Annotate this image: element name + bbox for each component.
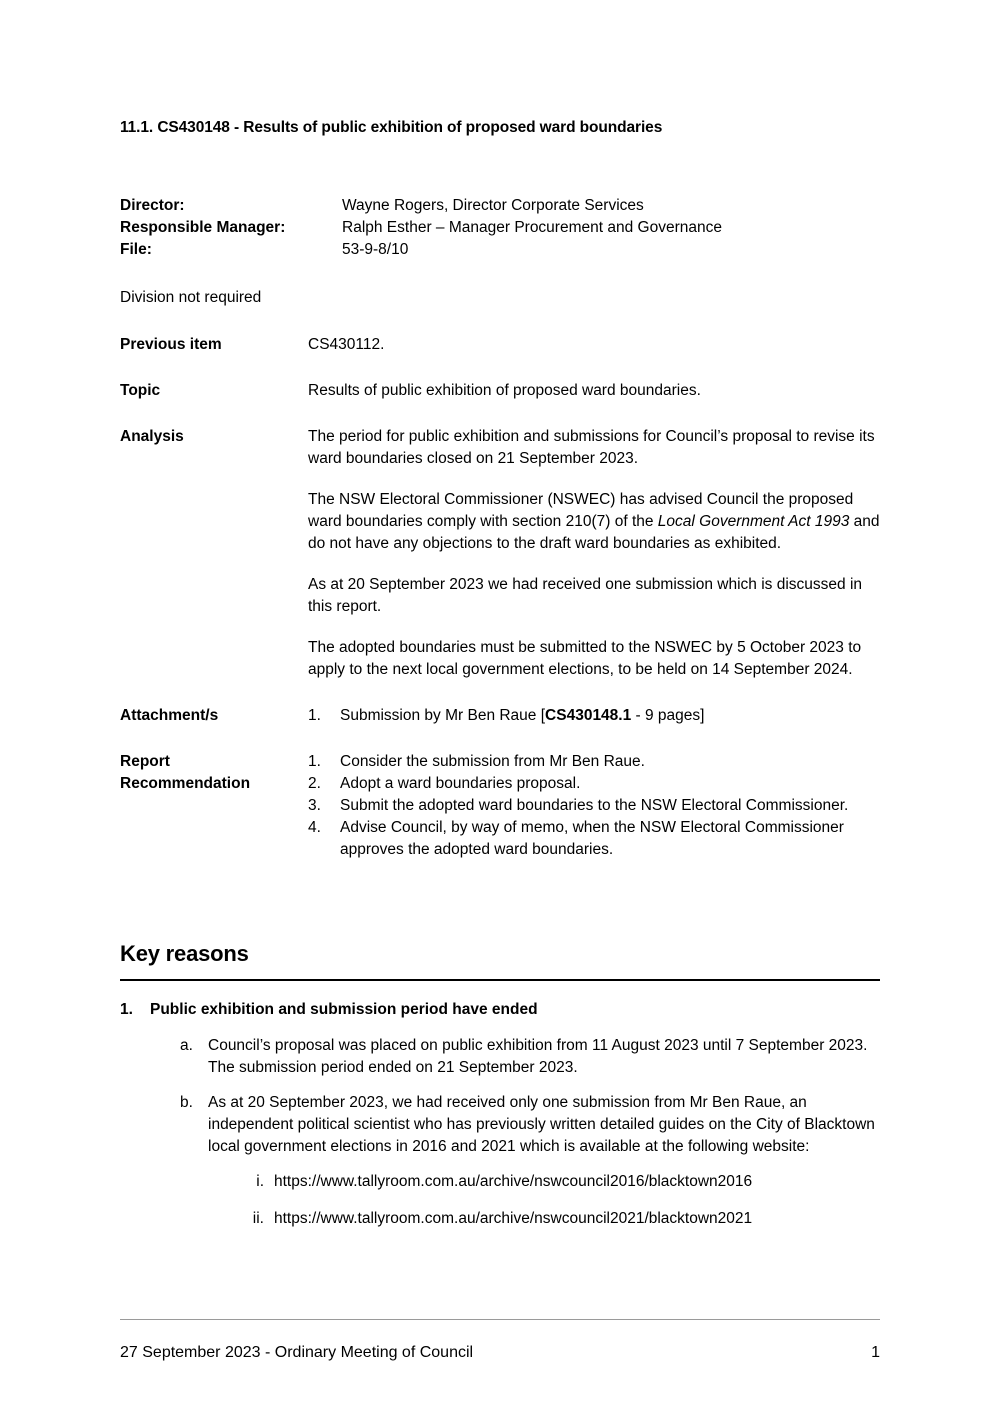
reference-link-list [208, 1171, 880, 1230]
field-label-topic: Topic [120, 382, 161, 400]
attachment-text-before: Submission by Mr Ben Raue [ [340, 707, 546, 725]
footer-row [120, 1344, 880, 1362]
analysis-paragraph-4: The adopted boundaries must be submitted to the NSWEC by 5 October 2023 to apply to the next local government elections, to be held on 14 September 2024. [308, 639, 862, 679]
list-item [308, 795, 880, 817]
meta-row-file [120, 239, 880, 261]
field-label-report-recommendation [120, 751, 308, 861]
field-label-analysis: Analysis [120, 428, 184, 446]
analysis-paragraph-2 [308, 489, 880, 555]
field-row-topic [120, 380, 880, 402]
meta-row-director [120, 195, 880, 217]
analysis-paragraph-3: As at 20 September 2023 we had received one submission which is discussed in this report. [308, 576, 863, 616]
page-footer [120, 1319, 880, 1362]
page-title: 11.1. CS430148 - Results of public exhibition of proposed ward boundaries [120, 119, 663, 136]
field-label-attachments: Attachment/s [120, 707, 219, 725]
field-value-attachments [308, 705, 880, 727]
analysis-p2-act-citation: Local Government Act 1993 [657, 513, 850, 531]
sub-item-text: As at 20 September 2023, we had received only one submission from Mr Ben Raue, an independent political scientist who has previously written detailed guides on the City of Blacktown local government elections in 2016 and 2021 which is available at the following website: [208, 1094, 875, 1156]
list-item [308, 817, 880, 861]
footer-meeting-label: 27 September 2023 - Ordinary Meeting of Council [120, 1344, 474, 1361]
field-value-report-recommendation [308, 751, 880, 861]
recommendation-text: Adopt a ward boundaries proposal. [340, 775, 581, 793]
field-value-previous-item: CS430112. [308, 336, 385, 354]
list-marker: 1. [308, 707, 321, 725]
reference-url[interactable]: https://www.tallyroom.com.au/archive/nswcouncil2016/blacktown2016 [274, 1173, 753, 1191]
key-reason-sublist [150, 1035, 880, 1230]
key-reasons-list [120, 999, 880, 1230]
meta-value-responsible-manager: Ralph Esther – Manager Procurement and Governance [342, 219, 722, 237]
list-marker: b. [180, 1094, 193, 1112]
meta-block [120, 195, 880, 261]
footer-page-number: 1 [871, 1344, 880, 1361]
list-marker: 4. [308, 819, 321, 837]
field-row-previous-item [120, 334, 880, 356]
field-value-analysis [308, 426, 880, 681]
meta-value-file: 53-9-8/10 [342, 241, 409, 259]
recommendation-text: Advise Council, by way of memo, when the NSW Electoral Commissioner approves the adopted ward boundaries. [340, 819, 844, 859]
list-marker: 3. [308, 797, 321, 815]
meta-label-director: Director: [120, 197, 185, 215]
list-item [244, 1171, 880, 1193]
field-row-analysis [120, 426, 880, 681]
field-row-report-recommendation [120, 751, 880, 861]
list-marker: 1. [120, 1001, 133, 1019]
list-marker: i. [256, 1173, 264, 1191]
analysis-paragraph-1: The period for public exhibition and submissions for Council’s proposal to revise its ward boundaries closed on 21 September 2023. [308, 428, 875, 468]
page-content [120, 118, 880, 1243]
key-reasons-section [120, 941, 880, 1230]
recommendation-text: Consider the submission from Mr Ben Raue. [340, 753, 645, 771]
list-item [180, 1092, 880, 1230]
analysis-p2-text-before: The NSW Electoral Commissioner (NSWEC) has advised Council the proposed ward boundaries comply with section 210(7) of the [308, 491, 854, 531]
list-marker: 1. [308, 753, 321, 771]
footer-divider [120, 1319, 880, 1320]
key-reason-item-1 [120, 999, 880, 1230]
list-item [180, 1035, 880, 1079]
field-list [120, 334, 880, 861]
list-item [308, 773, 880, 795]
attachment-list [308, 705, 880, 727]
field-value-topic: Results of public exhibition of proposed ward boundaries. [308, 382, 701, 400]
key-reason-title: Public exhibition and submission period have ended [150, 1001, 538, 1019]
meta-label-file: File: [120, 241, 152, 259]
field-label-line-2: Recommendation [120, 775, 251, 793]
meta-label-responsible-manager: Responsible Manager: [120, 219, 286, 237]
section-heading-key-reasons: Key reasons [120, 941, 249, 967]
list-item [308, 705, 880, 727]
division-note: Division not required [120, 289, 262, 307]
section-divider [120, 979, 880, 981]
analysis-p2-text-after: and do not have any objections to the draft ward boundaries as exhibited. [308, 513, 880, 553]
field-row-attachments [120, 705, 880, 727]
meta-value-director: Wayne Rogers, Director Corporate Services [342, 197, 644, 215]
list-item [308, 751, 880, 773]
recommendation-text: Submit the adopted ward boundaries to the NSW Electoral Commissioner. [340, 797, 849, 815]
reference-url[interactable]: https://www.tallyroom.com.au/archive/nswcouncil2021/blacktown2021 [274, 1210, 753, 1228]
recommendation-list [308, 751, 880, 861]
list-marker: a. [180, 1037, 193, 1055]
meta-row-responsible-manager [120, 217, 880, 239]
field-label-previous-item: Previous item [120, 336, 222, 354]
attachment-reference-code: CS430148.1 [545, 707, 632, 725]
list-marker: 2. [308, 775, 321, 793]
list-marker: ii. [252, 1210, 264, 1228]
sub-item-text: Council’s proposal was placed on public exhibition from 11 August 2023 until 7 September 2023. The submission period ended on 21 September 2023. [208, 1037, 868, 1077]
attachment-text-after: - 9 pages] [631, 707, 705, 725]
list-item [244, 1208, 880, 1230]
field-label-line-1: Report [120, 753, 170, 771]
